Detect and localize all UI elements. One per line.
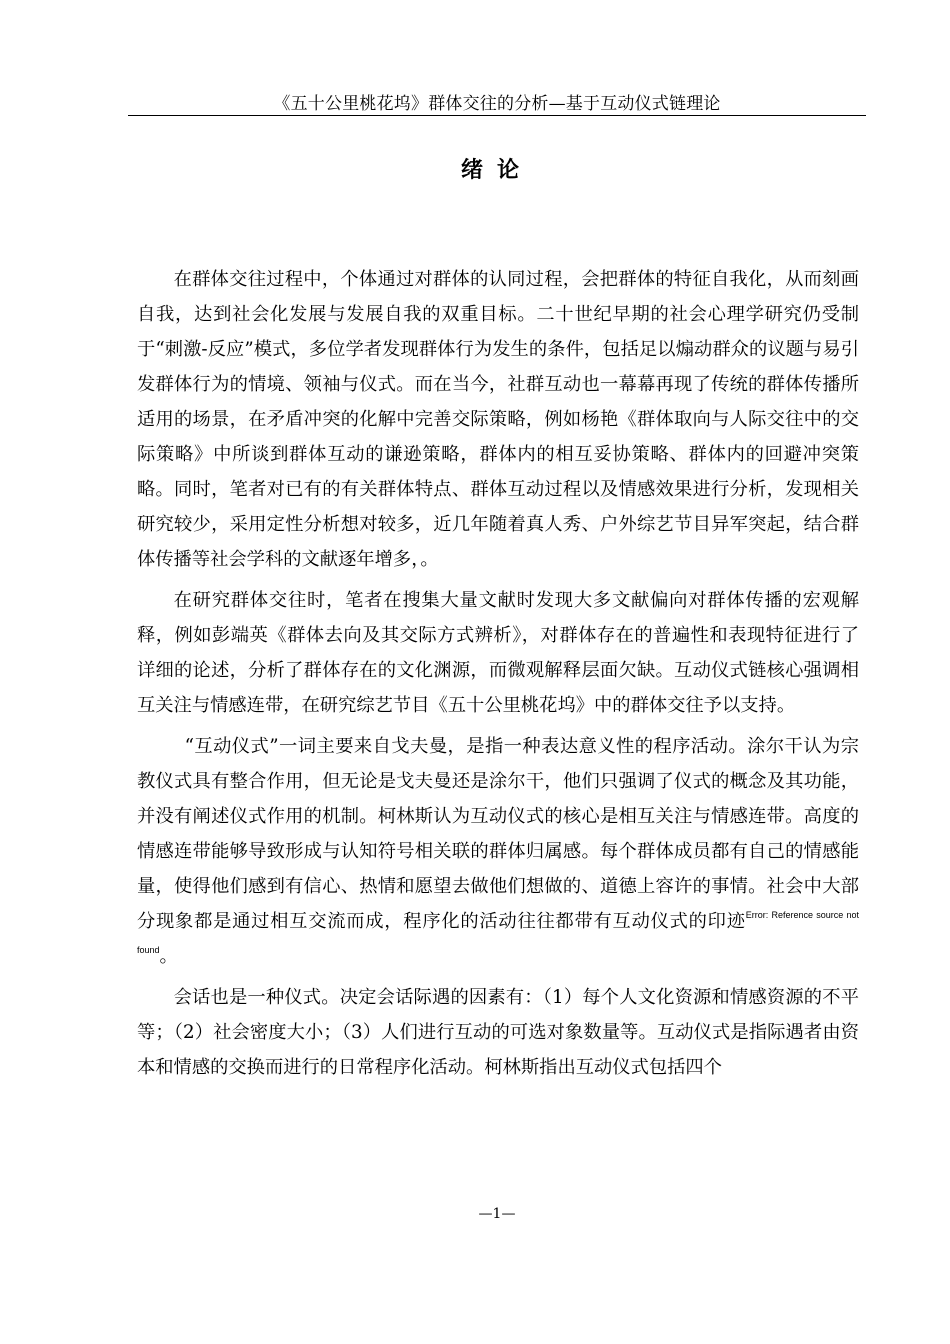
body-text	[137, 262, 859, 1091]
reference-error-superscript: Error: Reference source not found	[137, 910, 859, 955]
page-number: —1—	[478, 1206, 516, 1222]
chapter-title: 绪论	[460, 157, 533, 183]
running-header: 《五十公里桃花坞》群体交往的分析—基于互动仪式链理论	[273, 94, 721, 114]
header-rule	[128, 115, 866, 116]
paragraph-2: 在研究群体交往时，笔者在搜集大量文献时发现大多文献偏向对群体传播的宏观解释，例如彭端英《群体去向及其交际方式辨析》，对群体存在的普遍性和表现特征进行了详细的论述，分析了群体存在的文化渊源，而微观解释层面欠缺。互动仪式链核心强调相互关注与情感连带，在研究综艺节目《五十公里桃花坞》中的群体交往予以支持。	[137, 590, 859, 716]
paragraph-1: 在群体交往过程中，个体通过对群体的认同过程，会把群体的特征自我化，从而刻画自我，达到社会化发展与发展自我的双重目标。二十世纪早期的社会心理学研究仍受制于“刺激-反应”模式，多位学者发现群体行为发生的条件，包括足以煽动群众的议题与易引发群体行为的情境、领袖与仪式。而在当今，社群互动也一幕幕再现了传统的群体传播所适用的场景，在矛盾冲突的化解中完善交际策略，例如杨艳《群体取向与人际交往中的交际策略》中所谈到群体互动的谦逊策略，群体内的相互妥协策略、群体内的回避冲突策略。同时，笔者对已有的有关群体特点、群体互动过程以及情感效果进行分析，发现相关研究较少，采用定性分析想对较多，近几年随着真人秀、户外综艺节目异军突起，结合群体传播等社会学科的文献逐年增多，。	[137, 269, 859, 570]
paragraph-3-end: 。	[159, 946, 178, 967]
paragraph-4: 会话也是一种仪式。决定会话际遇的因素有：（1）每个人文化资源和情感资源的不平等；（2）社会密度大小；（3）人们进行互动的可选对象数量等。互动仪式是指际遇者由资本和情感的交换而进行的日常程序化活动。柯林斯指出互动仪式包括四个	[137, 987, 859, 1078]
paragraph-3	[137, 729, 859, 974]
paragraph-3-text: “互动仪式”一词主要来自戈夫曼，是指一种表达意义性的程序活动。涂尔干认为宗教仪式具有整合作用，但无论是戈夫曼还是涂尔干，他们只强调了仪式的概念及其功能，并没有阐述仪式作用的机制。柯林斯认为互动仪式的核心是相互关注与情感连带。高度的情感连带能够导致形成与认知符号相关联的群体归属感。每个群体成员都有自己的情感能量，使得他们感到有信心、热情和愿望去做他们想做的、道德上容许的事情。社会中大部分现象都是通过相互交流而成，程序化的活动往往都带有互动仪式的印迹	[137, 736, 859, 932]
